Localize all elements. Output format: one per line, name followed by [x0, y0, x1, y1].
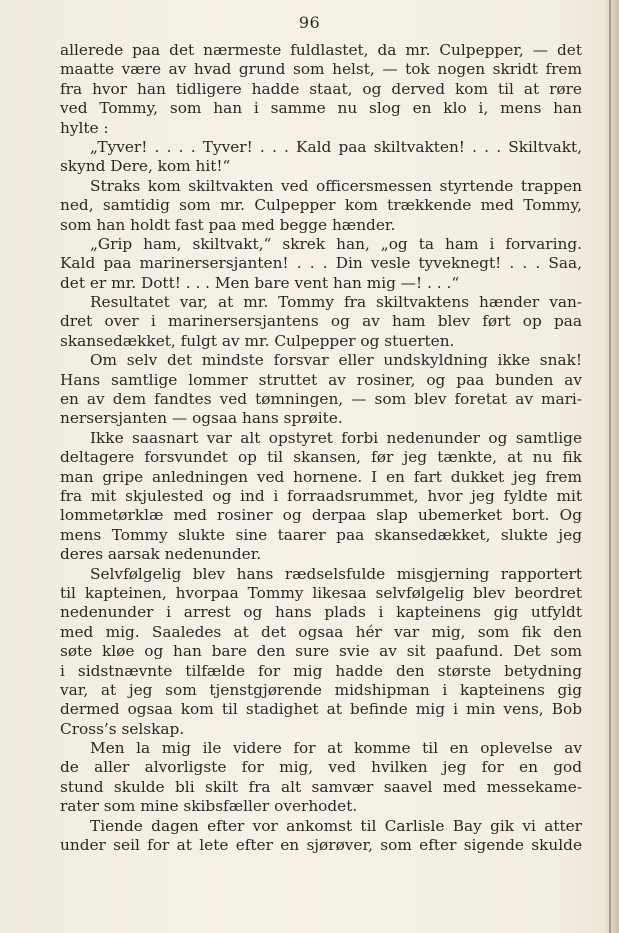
text-line: deltagere forsvundet op til skansen, før jeg tænkte, at nu fik — [60, 448, 582, 467]
text-line: Ikke saasnart var alt opstyret forbi nedenunder og samtlige — [90, 428, 582, 447]
text-line: i sidstnævnte tilfælde for mig hadde den største betydning — [60, 661, 582, 680]
text-line: man gripe anledningen ved hornene. I en fart dukket jeg frem — [60, 467, 582, 486]
text-line: Resultatet var, at mr. Tommy fra skiltvaktens hænder van- — [90, 293, 582, 312]
text-line: de aller alvorligste for mig, ved hvilken jeg for en god — [60, 758, 582, 777]
text-line: Cross’s selskap. — [60, 719, 185, 738]
text-line: skynd Dere, kom hit!“ — [60, 157, 231, 176]
text-line: „Grip ham, skiltvakt,“ skrek han, „og ta ham i forvaring. — [90, 234, 582, 253]
text-line: ned, samtidig som mr. Culpepper kom trækkende med Tommy, — [60, 196, 582, 215]
binding-line — [609, 0, 611, 933]
text-line: Om selv det mindste forsvar eller undskyldning ikke snak! — [90, 351, 582, 370]
text-line: allerede paa det nærmeste fuldlastet, da mr. Culpepper, — det — [60, 41, 582, 59]
text-line: mens Tommy slukte sine taarer paa skansedækket, slukte jeg — [60, 525, 582, 544]
text-line: dret over i marinersersjantens og av ham blev ført op paa — [60, 312, 582, 331]
text-line: Hans samtlige lommer struttet av rosiner, og paa bunden av — [60, 370, 582, 389]
text-line: det er mr. Dott! . . . Men bare vent han mig —! . . .“ — [60, 273, 460, 292]
page-number: 96 — [298, 13, 321, 32]
text-line: maatte være av hvad grund som helst, — tok nogen skridt frem — [60, 60, 582, 79]
text-line: rater som mine skibsfæller overhodet. — [60, 797, 358, 816]
text-line: Straks kom skiltvakten ved officersmessen styrtende trappen — [90, 176, 582, 195]
text-line: Kald paa marinersersjanten! . . . Din vesle tyveknegt! . . . Saa, — [60, 254, 582, 273]
text-line: „Tyver! . . . . Tyver! . . . Kald paa skiltvakten! . . . Skiltvakt, — [90, 137, 582, 156]
text-line: nedenunder i arrest og hans plads i kapteinens gig utfyldt — [60, 603, 582, 622]
text-line: med mig. Saaledes at det ogsaa hér var mig, som fik den — [60, 622, 582, 641]
text-line: Selvfølgelig blev hans rædselsfulde misgjerning rapportert — [90, 564, 582, 583]
text-line: under seil for at lete efter en sjørøver, som efter sigende skulde — [60, 836, 582, 855]
text-line: lommetørklæ med rosiner og derpaa slap ubemerket bort. Og — [60, 506, 582, 525]
text-line: deres aarsak nedenunder. — [60, 545, 262, 564]
page-edge — [605, 0, 619, 933]
text-line: nersersjanten — ogsaa hans sprøite. — [60, 409, 343, 428]
text-line: som han holdt fast paa med begge hænder. — [60, 215, 396, 234]
text-line: skansedækket, fulgt av mr. Culpepper og stuerten. — [60, 331, 455, 350]
text-line: søte kløe og han bare den sure svie av sit paafund. Det som — [60, 642, 582, 661]
text-line: Men la mig ile videre for at komme til en oplevelse av — [90, 739, 582, 758]
text-line: stund skulde bli skilt fra alt samvær saavel med messekame- — [60, 777, 582, 796]
text-line: dermed ogsaa kom til stadighet at befinde mig i min vens, Bob — [60, 700, 582, 719]
text-line: hylte : — [60, 118, 109, 137]
text-line: en av dem fandtes ved tømningen, — som blev foretat av mari- — [60, 390, 582, 409]
text-line: til kapteinen, hvorpaa Tommy likesaa selvfølgelig blev beordret — [60, 583, 582, 602]
text-line: fra hvor han tidligere hadde staat, og derved kom til at røre — [60, 79, 582, 98]
text-line: Tiende dagen efter vor ankomst til Carlisle Bay gik vi atter — [90, 816, 582, 835]
text-line: var, at jeg som tjenstgjørende midshipman i kapteinens gig — [60, 680, 582, 699]
body-text — [60, 41, 582, 855]
text-line: ved Tommy, som han i samme nu slog en klo i, mens han — [60, 99, 582, 118]
text-line: fra mit skjulested og ind i forraadsrummet, hvor jeg fyldte mit — [60, 486, 582, 505]
